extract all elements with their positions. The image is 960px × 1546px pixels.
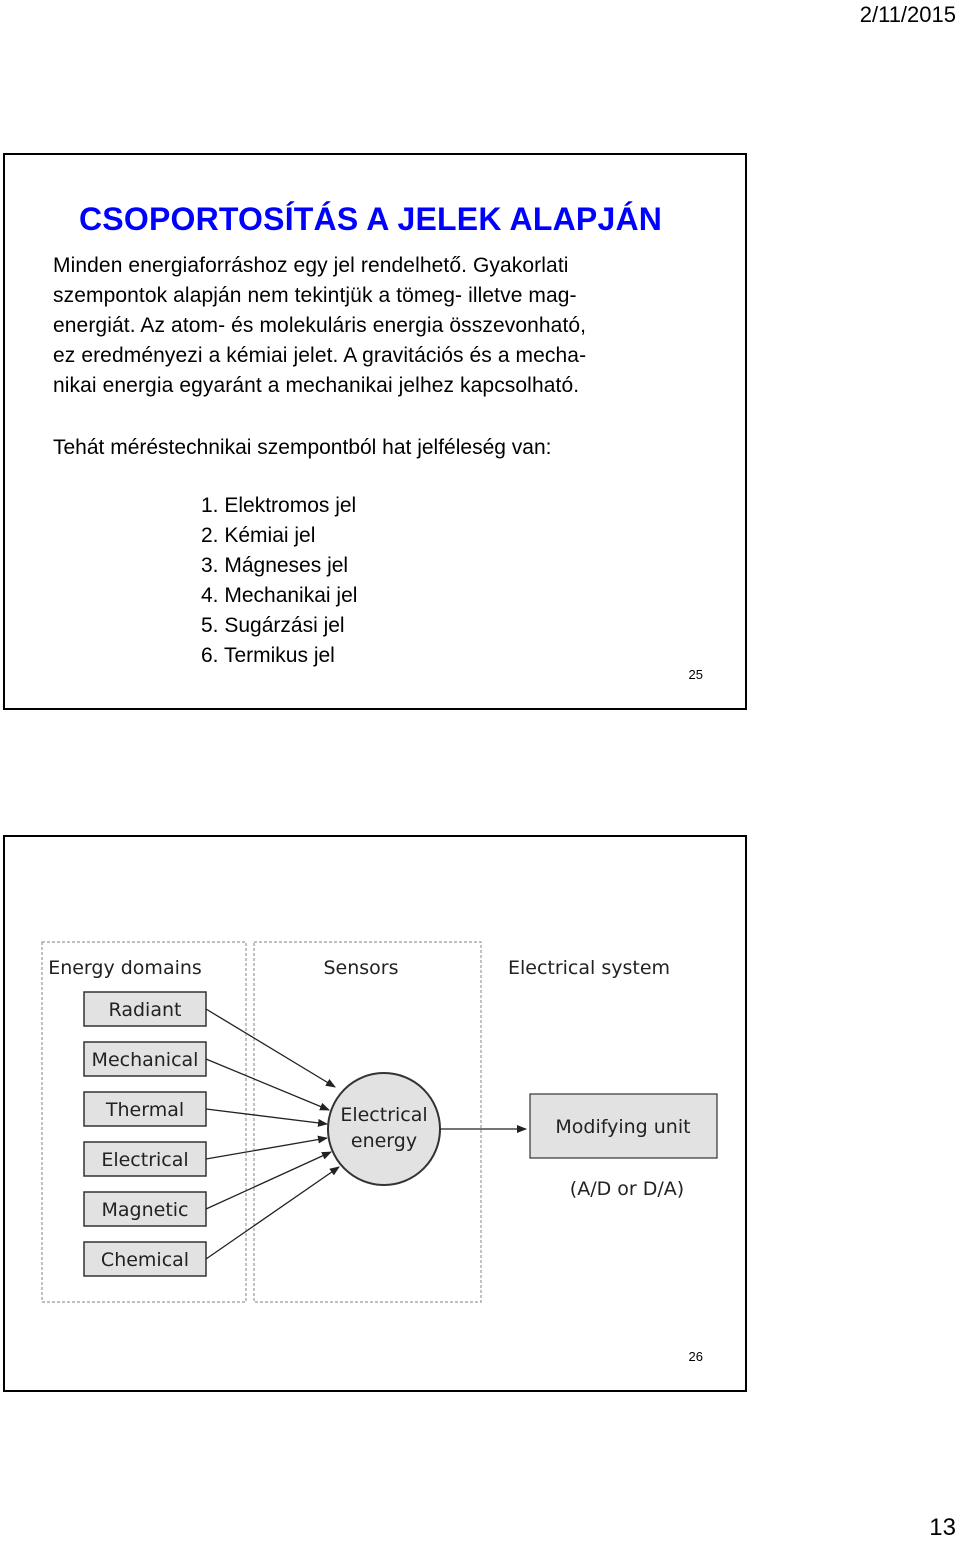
hub-label-line-1: Electrical <box>340 1104 428 1126</box>
paragraph-line: energiát. Az atom- és molekuláris energia összevonható, <box>53 314 587 337</box>
slide-title: CSOPORTOSÍTÁS A JELEK ALAPJÁN <box>79 201 663 237</box>
paragraph-line: szempontok alapján nem tekintjük a tömeg- illetve mag- <box>53 284 577 307</box>
energy-diagram <box>39 937 729 1307</box>
intro-paragraph <box>53 251 733 401</box>
list-item: 1. Elektromos jel <box>201 494 357 517</box>
domain-magnetic <box>84 1192 206 1226</box>
summary-sentence: Tehát méréstechnikai szempontból hat jelféleség van: <box>53 436 552 459</box>
domain-label: Electrical <box>101 1149 189 1171</box>
domain-label: Thermal <box>105 1099 185 1121</box>
signal-type-list <box>201 491 357 671</box>
list-item: 2. Kémiai jel <box>201 524 316 547</box>
paragraph-line: nikai energia egyaránt a mechanikai jelhez kapcsolható. <box>53 374 580 397</box>
domain-mechanical <box>84 1042 206 1076</box>
list-item: 3. Mágneses jel <box>201 554 349 577</box>
slide-number: 25 <box>688 667 703 682</box>
slide-number: 26 <box>688 1349 703 1364</box>
page-number: 13 <box>929 1514 956 1541</box>
domain-electrical <box>84 1142 206 1176</box>
domain-radiant <box>84 992 206 1026</box>
list-item: 5. Sugárzási jel <box>201 614 345 637</box>
modifying-unit-label: Modifying unit <box>555 1116 691 1138</box>
slide-26 <box>3 835 747 1392</box>
document-date: 2/11/2015 <box>859 2 956 27</box>
list-item: 4. Mechanikai jel <box>201 584 358 607</box>
hub-label-line-2: energy <box>350 1130 418 1152</box>
domain-chemical <box>84 1242 206 1276</box>
paragraph-line: Minden energiaforráshoz egy jel rendelhető. Gyakorlati <box>53 254 569 277</box>
modifying-unit <box>530 1094 717 1158</box>
electrical-system-heading: Electrical system <box>507 957 671 979</box>
slide-25 <box>3 153 747 710</box>
electrical-energy-hub <box>328 1073 440 1185</box>
paragraph-line: ez eredményezi a kémiai jelet. A gravitációs és a mecha- <box>53 344 587 367</box>
domain-label: Magnetic <box>101 1199 189 1221</box>
modifying-unit-note: (A/D or D/A) <box>569 1178 685 1200</box>
energy-domains-heading: Energy domains <box>48 957 202 979</box>
list-item: 6. Termikus jel <box>201 644 335 667</box>
sensors-heading: Sensors <box>323 957 399 979</box>
domain-thermal <box>84 1092 206 1126</box>
domain-label: Chemical <box>100 1249 190 1271</box>
domain-label: Radiant <box>108 999 182 1021</box>
domain-label: Mechanical <box>91 1049 199 1071</box>
